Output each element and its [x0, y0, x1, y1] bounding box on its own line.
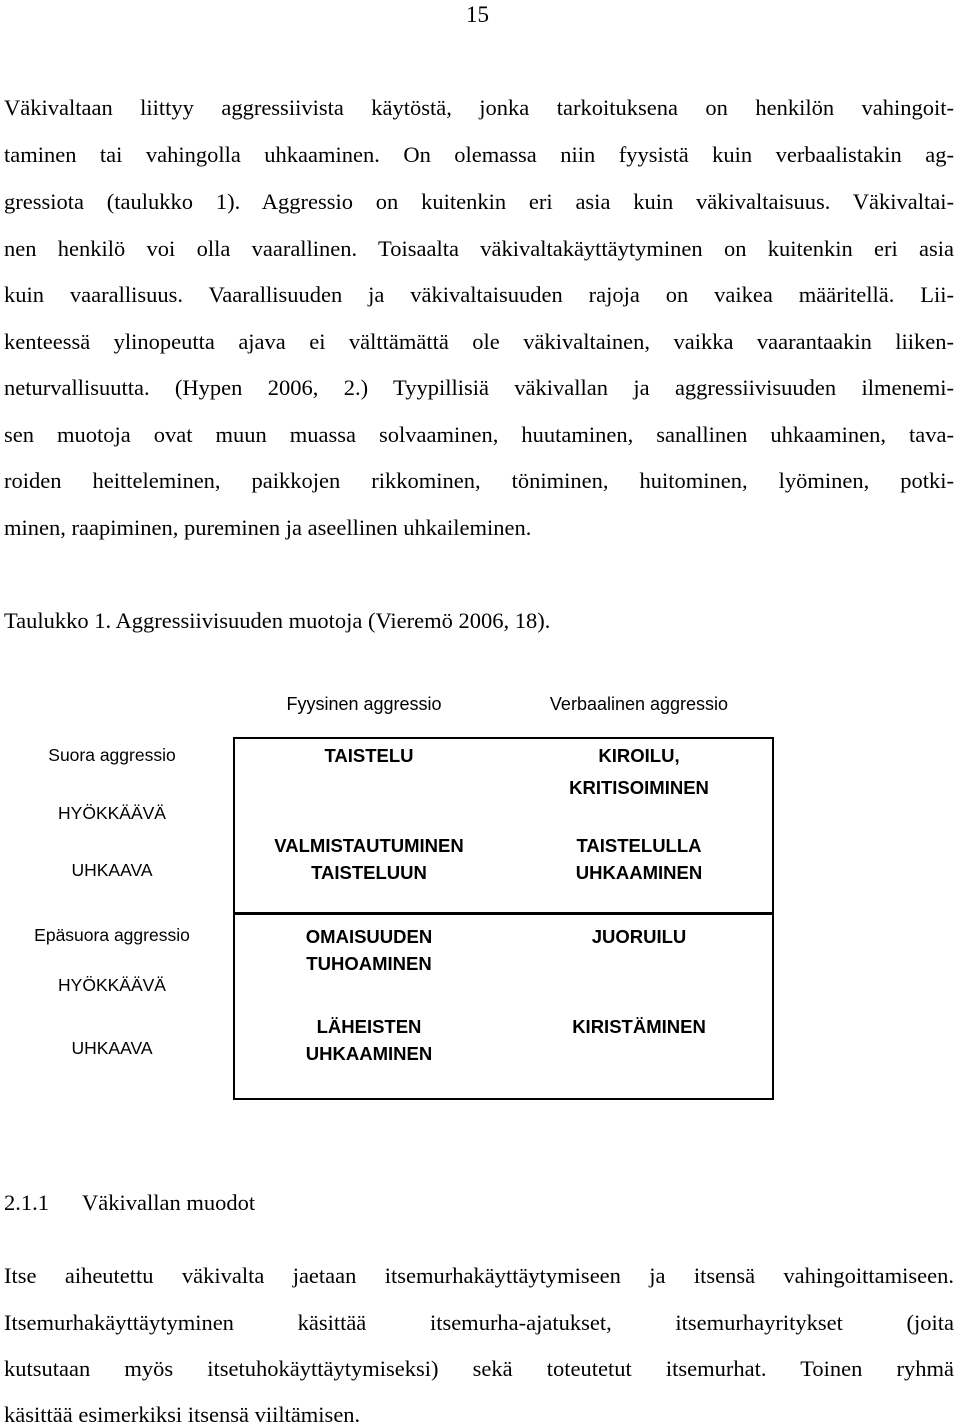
- paragraph-line: Väkivaltaan liittyy aggressiivista käytöstä, jonka tarkoituksena on henkilön vahingoit-: [4, 95, 954, 120]
- cell-direct-physical-threat: [233, 832, 505, 886]
- cell-line: TAISTELULLA: [576, 835, 702, 856]
- row-label-indirect-attack: HYÖKKÄÄVÄ: [58, 975, 166, 995]
- row-label-indirect: Epäsuora aggressio: [34, 925, 190, 945]
- column-header-physical: Fyysinen aggressio: [286, 694, 442, 714]
- page-number: 15: [466, 2, 489, 27]
- cell-indirect-physical-threat: [233, 1013, 505, 1067]
- paragraph-line: kuin vaarallisuus. Vaarallisuuden ja väkivaltaisuuden rajoja on vaikea määritellä. Lii-: [4, 282, 954, 307]
- cell-line: KIRISTÄMINEN: [572, 1016, 706, 1037]
- cell-line: TAISTELUUN: [311, 862, 427, 883]
- cell-line: TAISTELU: [324, 745, 414, 766]
- cell-line: UHKAAMINEN: [575, 862, 703, 883]
- paragraph-line: Itsemurhakäyttäytyminen käsittää itsemurha-ajatukset, itsemurhayritykset (joita: [4, 1310, 954, 1335]
- cell-direct-physical-attack: [233, 742, 505, 769]
- cell-line: TUHOAMINEN: [306, 953, 432, 974]
- paragraph-line: Itse aiheutettu väkivalta jaetaan itsemurhakäyttäytymiseen ja itsensä vahingoittamiseen.: [4, 1263, 954, 1288]
- cell-indirect-physical-attack: [233, 923, 505, 977]
- row-label-direct-attack: HYÖKKÄÄVÄ: [58, 803, 166, 823]
- cell-direct-verbal-threat: [504, 832, 774, 886]
- row-label-indirect-threat: UHKAAVA: [71, 1038, 153, 1058]
- cell-indirect-verbal-threat: [504, 1013, 774, 1040]
- paragraph-line: nen henkilö voi olla vaarallinen. Toisaalta väkivaltakäyttäytyminen on kuitenkin eri asia: [4, 236, 954, 261]
- paragraph-line: roiden heitteleminen, paikkojen rikkominen, töniminen, huitominen, lyöminen, potki-: [4, 468, 954, 493]
- table-row-divider: [233, 912, 774, 915]
- paragraph-line: kenteessä ylinopeutta ajava ei välttämättä ole väkivaltainen, vaikka vaarantaakin liiken-: [4, 329, 954, 354]
- cell-line: UHKAAMINEN: [305, 1043, 433, 1064]
- cell-indirect-verbal-attack: [504, 923, 774, 950]
- section-number: 2.1.1: [4, 1190, 49, 1215]
- paragraph-line: neturvallisuutta. (Hypen 2006, 2.) Tyypillisiä väkivallan ja aggressiivisuuden ilmenemi-: [4, 375, 954, 400]
- row-label-direct: Suora aggressio: [48, 745, 176, 765]
- cell-line: JUORUILU: [591, 926, 687, 947]
- cell-line: KIROILU,: [598, 745, 680, 766]
- paragraph-line: gressiota (taulukko 1). Aggressio on kuitenkin eri asia kuin väkivaltaisuus. Väkivaltai-: [4, 189, 954, 214]
- paragraph-line: kutsutaan myös itsetuhokäyttäytymiseksi) sekä toteutetut itsemurhat. Toinen ryhmä: [4, 1356, 954, 1381]
- cell-line: KRITISOIMINEN: [569, 777, 709, 798]
- row-label-direct-threat: UHKAAVA: [71, 860, 153, 880]
- paragraph-line: taminen tai vahingolla uhkaaminen. On olemassa niin fyysistä kuin verbaalistakin ag-: [4, 142, 954, 167]
- cell-line: OMAISUUDEN: [305, 926, 433, 947]
- paragraph-line: käsittää esimerkiksi itsensä viiltämisen.: [4, 1402, 361, 1427]
- cell-line: LÄHEISTEN: [316, 1016, 422, 1037]
- cell-line: VALMISTAUTUMINEN: [274, 835, 464, 856]
- column-header-verbal: Verbaalinen aggressio: [549, 694, 729, 714]
- table-caption: Taulukko 1. Aggressiivisuuden muotoja (Vieremö 2006, 18).: [4, 608, 551, 633]
- section-heading: [4, 1190, 255, 1216]
- cell-direct-verbal-attack: [504, 742, 774, 801]
- section-title: Väkivallan muodot: [82, 1190, 256, 1215]
- paragraph-line: sen muotoja ovat muun muassa solvaaminen, huutaminen, sanallinen uhkaaminen, tava-: [4, 422, 954, 447]
- paragraph-line: minen, raapiminen, pureminen ja aseellinen uhkaileminen.: [4, 515, 532, 540]
